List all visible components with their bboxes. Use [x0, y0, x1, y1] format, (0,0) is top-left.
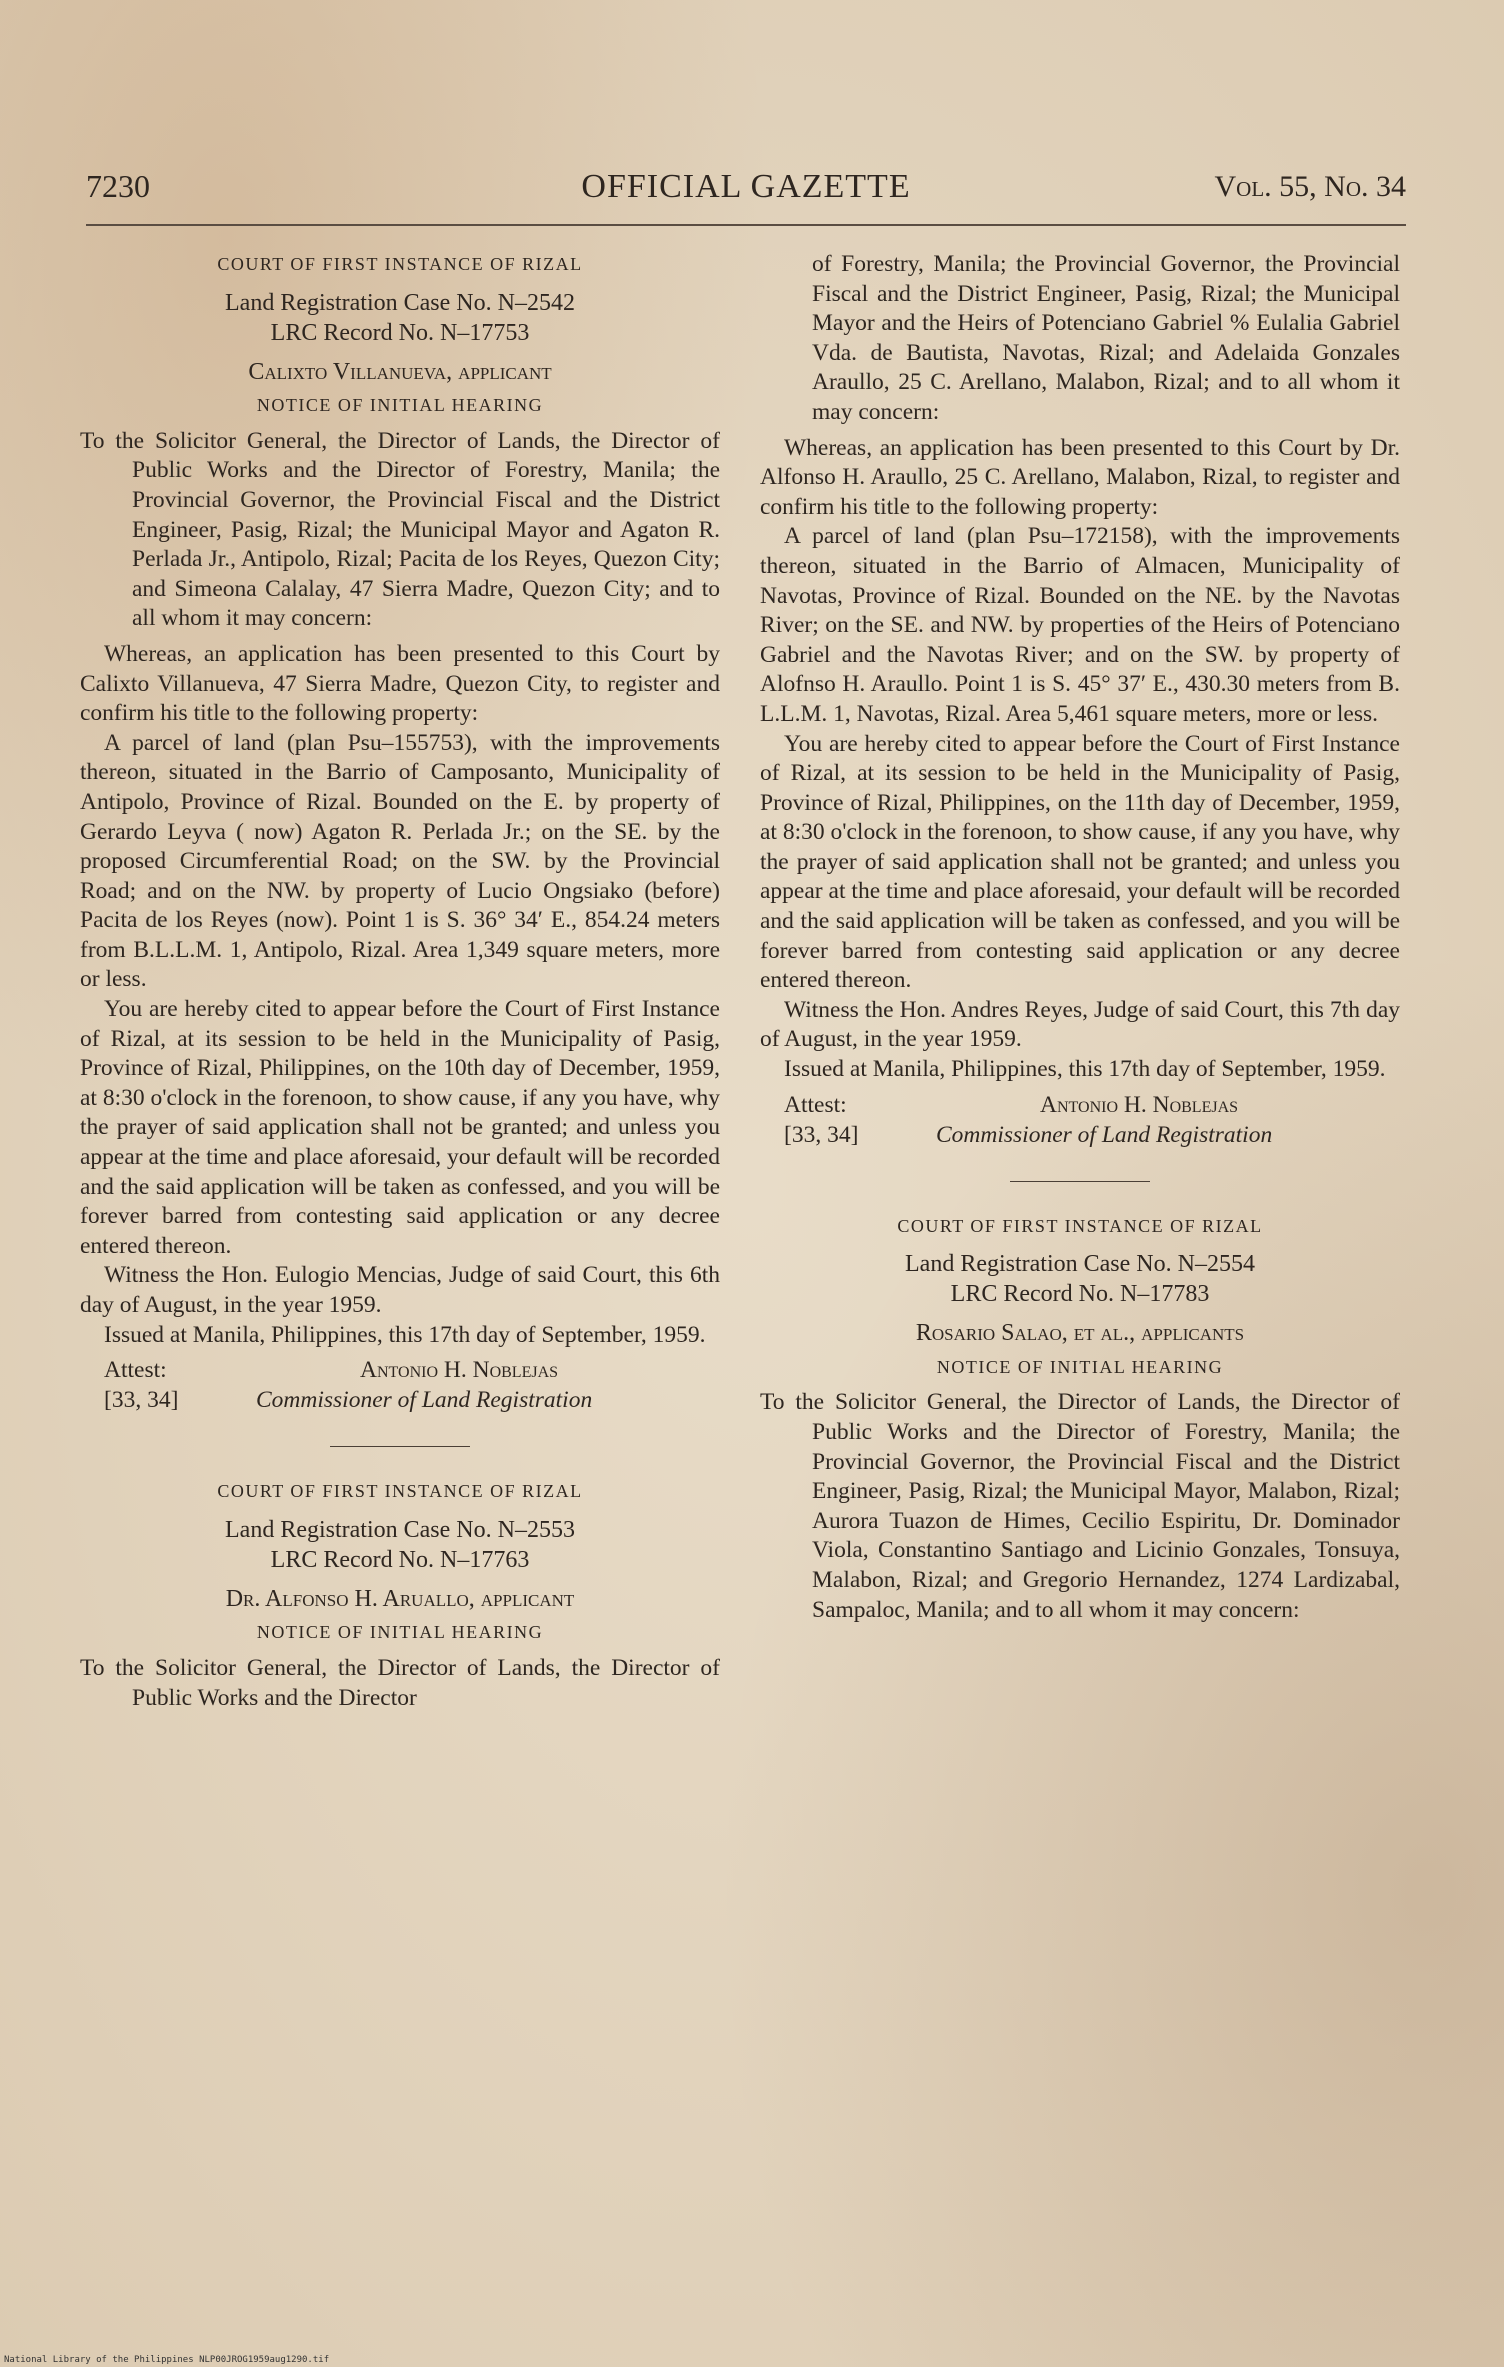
volume-number: Vol. 55, No. 34 — [1214, 170, 1406, 203]
attest-title: Commissioner of Land Registration — [256, 1387, 593, 1414]
attest-signatory: Antonio H. Noblejas — [1040, 1091, 1239, 1118]
court-heading: COURT OF FIRST INSTANCE OF RIZAL — [217, 254, 583, 274]
applicant-line: Rosario Salao, et al., applicants — [915, 1320, 1245, 1347]
section-divider — [1010, 1181, 1150, 1182]
whereas-paragraph: Whereas, an application has been presented to this Court by Calixto Villanueva, 47 Sierra Madre, Quezon City, to register and confirm his title to the following property: — [80, 640, 720, 727]
addressees: To the Solicitor General, the Director of Lands, the Director of Public Works and the Director of Forestry, Manila; the Provincial Governor, the Provincial Fiscal and the District Engineer, Pasig, Rizal; the Municipal Mayor and Agaton R. Perlada Jr., Antipolo, Rizal; Pacita de los Reyes, Quezon City; and Simeona Calalay, 47 Sierra Madre, Quezon City; and to all whom it may concern: — [80, 427, 720, 632]
notice-2-continued — [760, 250, 1400, 1151]
court-heading: COURT OF FIRST INSTANCE OF RIZAL — [897, 1215, 1263, 1236]
section-divider — [330, 1446, 470, 1447]
issue-refs: [33, 34] — [104, 1387, 179, 1414]
citation-paragraph: You are hereby cited to appear before the Court of First Instance of Rizal, at its session to be held in the Municipality of Pasig, Province of Rizal, Philippines, on the 10th day of December, 1959, at 8:30 o'clock in the forenoon, to show cause, if any you have, why the prayer of said application shall not be granted; and unless you appear at the time and place aforesaid, your default will be recorded and the said application will be taken as confessed, and you will be forever barred from contesting said application or any decree entered thereon. — [80, 996, 720, 1259]
witness-paragraph: Witness the Hon. Eulogio Mencias, Judge of said Court, this 6th day of August, in the year 1959. — [80, 1262, 720, 1318]
court-heading: COURT OF FIRST INSTANCE OF RIZAL — [217, 1481, 583, 1502]
record-number: LRC Record No. N–17753 — [270, 319, 530, 346]
left-column — [80, 250, 720, 1719]
issue-refs: [33, 34] — [784, 1121, 859, 1148]
header-rule — [86, 224, 1406, 226]
parcel-paragraph: A parcel of land (plan Psu–155753), with the improvements thereon, situated in the Barrio of Camposanto, Municipality of Antipolo, Province of Rizal. Bounded on the E. by property of Gerardo Leyva ( now) Agaton R. Perlada Jr.; on the SE. by the proposed Circumferential Road; on the SW. by the Provincial Road; and on the NW. by property of Lucio Ongsiako (before) Pacita de los Reyes (now). Point 1 is S. 36° 34′ E., 854.24 meters from B.L.L.M. 1, Antipolo, Rizal. Area 1,349 square meters, more or less. — [80, 729, 720, 993]
attestation — [760, 1091, 1400, 1151]
notice-heading: NOTICE OF INITIAL HEARING — [256, 395, 544, 416]
page-header — [86, 168, 1406, 212]
case-number: Land Registration Case No. N–2554 — [905, 1251, 1255, 1278]
issued-paragraph: Issued at Manila, Philippines, this 17th day of September, 1959. — [104, 1321, 706, 1348]
notice-heading: NOTICE OF INITIAL HEARING — [936, 1356, 1224, 1377]
right-column — [760, 250, 1400, 1631]
case-number: Land Registration Case No. N–2542 — [225, 289, 575, 316]
attest-title: Commissioner of Land Registration — [936, 1121, 1273, 1148]
parcel-paragraph: A parcel of land (plan Psu–172158), with the improvements thereon, situated in the Barrio of Almacen, Municipality of Navotas, Province of Rizal. Bounded on the NE. by the Navotas River; on the SE. and NW. by properties of the Heirs of Potenciano Gabriel and the Navotas River; and on the SW. by property of Alofnso H. Araullo. Point 1 is S. 45° 37′ E., 430.30 meters from B. L.L.M. 1, Navotas, Rizal. Area 5,461 square meters, more or less. — [760, 523, 1400, 727]
applicant-line: Calixto Villanueva, applicant — [248, 358, 552, 385]
notice-2 — [80, 1477, 720, 1713]
attest-signatory: Antonio H. Noblejas — [360, 1357, 559, 1384]
record-number: LRC Record No. N–17763 — [270, 1546, 530, 1573]
witness-paragraph: Witness the Hon. Andres Reyes, Judge of said Court, this 7th day of August, in the year 1959. — [760, 996, 1400, 1053]
attest-label: Attest: — [104, 1357, 167, 1384]
attest-label: Attest: — [784, 1091, 847, 1118]
addressees: To the Solicitor General, the Director of Lands, the Director of Public Works and the Director of Forestry, Manila; the Provincial Governor, the Provincial Fiscal and the District Engineer, Pasig, Rizal; the Municipal Mayor, Malabon, Rizal; Aurora Tuazon de Himes, Cecilio Espiritu, Dr. Dominador Viola, Constantino Santiago and Licinio Gonzales, Tonsuya, Malabon, Rizal; and Gregorio Hernandez, 1274 Lardizabal, Sampaloc, Manila; and to all whom it may concern: — [760, 1389, 1400, 1623]
page-number: 7230 — [86, 168, 150, 204]
gazette-title: OFFICIAL GAZETTE — [581, 168, 911, 205]
addressees-part-2: of Forestry, Manila; the Provincial Governor, the Provincial Fiscal and the District Engineer, Pasig, Rizal; the Municipal Mayor and the Heirs of Potenciano Gabriel % Eulalia Gabriel Vda. de Bautista, Navotas, Rizal; and Adelaida Gonzales Araullo, 25 C. Arellano, Malabon, Rizal; and to all whom it may concern: — [812, 251, 1400, 425]
addressees-part-1: To the Solicitor General, the Director of Lands, the Director of Public Works and the Director — [80, 1654, 720, 1711]
notice-heading: NOTICE OF INITIAL HEARING — [256, 1622, 544, 1643]
attestation — [80, 1356, 720, 1416]
applicant-line: Dr. Alfonso H. Aruallo, applicant — [225, 1585, 575, 1612]
case-number: Land Registration Case No. N–2553 — [225, 1516, 575, 1543]
citation-paragraph: You are hereby cited to appear before the Court of First Instance of Rizal, at its session to be held in the Municipality of Pasig, Province of Rizal, Philippines, on the 11th day of December, 1959, at 8:30 o'clock in the forenoon, to show cause, if any you have, why the prayer of said application shall not be granted; and unless you appear at the time and place aforesaid, your default will be recorded and the said application will be taken as confessed, and you will be forever barred from contesting said application or any decree entered thereon. — [760, 730, 1400, 994]
scan-source-footer: National Library of the Philippines NLP00JROG1959aug1290.tif — [4, 2355, 330, 2365]
issued-paragraph: Issued at Manila, Philippines, this 17th day of September, 1959. — [784, 1056, 1386, 1083]
notice-1 — [80, 250, 720, 1416]
record-number: LRC Record No. N–17783 — [950, 1281, 1210, 1308]
notice-3 — [760, 1212, 1400, 1626]
whereas-paragraph: Whereas, an application has been presented to this Court by Dr. Alfonso H. Araullo, 25 C. Arellano, Malabon, Rizal, to register and confirm his title to the following property: — [760, 434, 1400, 520]
